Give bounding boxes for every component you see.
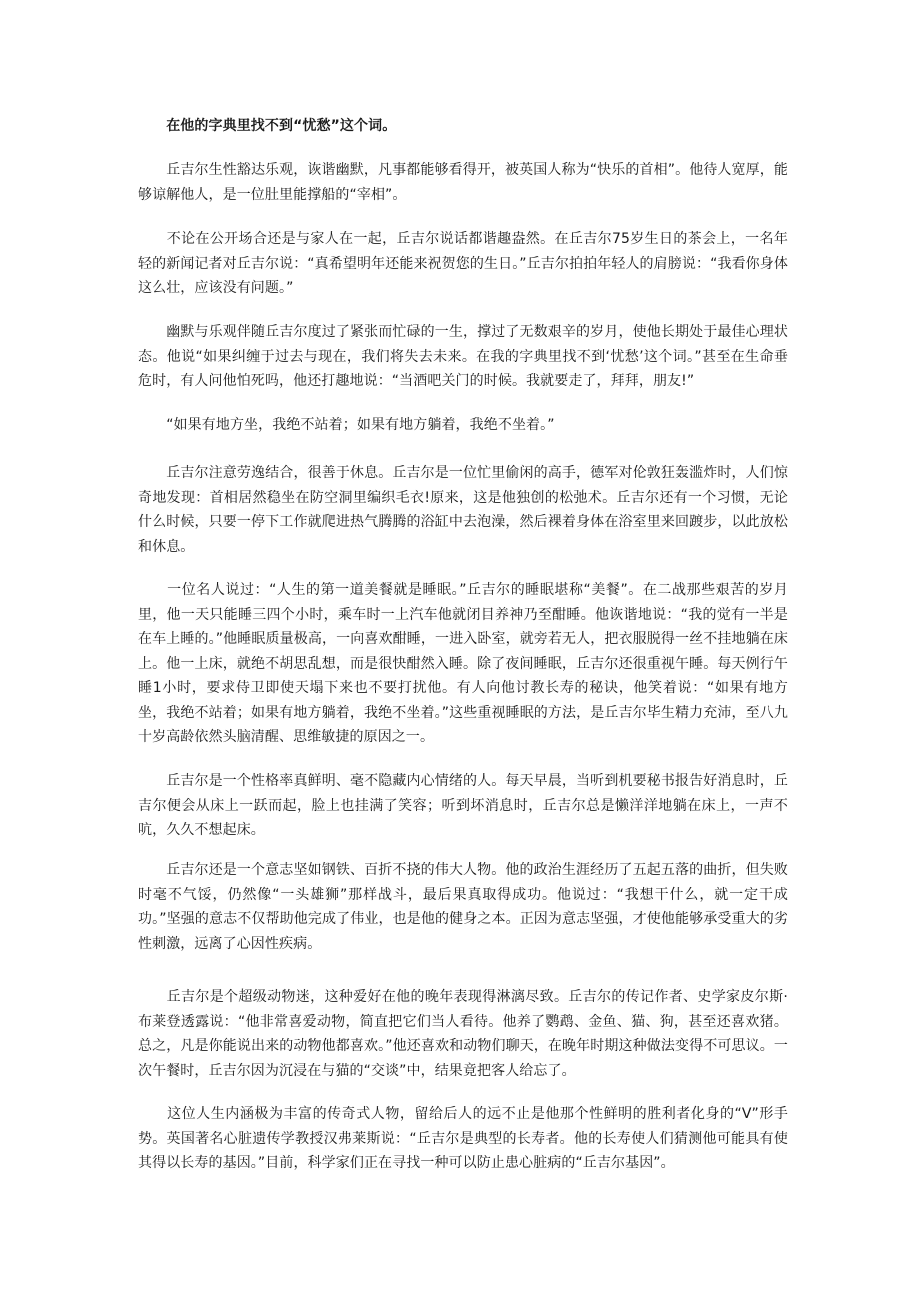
paragraph-10: 这位人生内涵极为丰富的传奇式人物，留给后人的远不止是他那个性鲜明的胜利者化身的“V”形手势。英国著名心脏遗传学教授汉弗莱斯说：“丘吉尔是典型的长寿者。他的长寿使人们猜测他可能具有使其得以长寿的基因。”目前，科学家们正在寻找一种可以防止患心脏病的“丘吉尔基因”。 bbox=[138, 1106, 788, 1171]
paragraph-1: 丘吉尔生性豁达乐观，诙谐幽默，凡事都能够看得开，被英国人称为“快乐的首相”。他待人宽厚，能够谅解他人，是一位肚里能撑船的“宰相”。 bbox=[138, 162, 788, 203]
paragraph-2: 不论在公开场合还是与家人在一起，丘吉尔说话都谐趣盎然。在丘吉尔75岁生日的茶会上，一名年轻的新闻记者对丘吉尔说：“真希望明年还能来祝贺您的生日。”丘吉尔拍拍年轻人的肩膀说：“我看你身体这么壮，应该没有问题。” bbox=[138, 231, 788, 296]
document-heading: 在他的字典里找不到“忧愁”这个词。 bbox=[138, 118, 397, 134]
paragraph-6: 一位名人说过：“人生的第一道美餐就是睡眠。”丘吉尔的睡眠堪称“美餐”。在二战那些艰苦的岁月里，他一天只能睡三四个小时，乘车时一上汽车他就闭目养神乃至酣睡。他诙谐地说：“我的觉有一半是在车上睡的。”他睡眠质量极高，一向喜欢酣睡，一进入卧室，就旁若无人，把衣服脱得一丝不挂地躺在床上。他一上床，就绝不胡思乱想，而是很快酣然入睡。除了夜间睡眠，丘吉尔还很重视午睡。每天例行午睡1小时，要求侍卫即使天塌下来也不要打扰他。有人向他讨教长寿的秘诀，他笑着说：“如果有地方坐，我绝不站着；如果有地方躺着，我绝不坐着。”这些重视睡眠的方法，是丘吉尔毕生精力充沛，至八九十岁高龄依然头脑清醒、思维敏捷的原因之一。 bbox=[138, 582, 788, 745]
paragraph-8: 丘吉尔还是一个意志坚如钢铁、百折不挠的伟大人物。他的政治生涯经历了五起五落的曲折，但失败时毫不气馁，仍然像“一头雄狮”那样战斗，最后果真取得成功。他说过：“我想干什么，就一定干成功。”坚强的意志不仅帮助他完成了伟业，也是他的健身之本。正因为意志坚强，才使他能够承受重大的劣性刺激，远离了心因性疾病。 bbox=[138, 862, 788, 952]
paragraph-5: 丘吉尔注意劳逸结合，很善于休息。丘吉尔是一位忙里偷闲的高手，德军对伦敦狂轰滥炸时，人们惊奇地发现：首相居然稳坐在防空洞里编织毛衣!原来，这是他独创的松弛术。丘吉尔还有一个习惯，无论什么时候，只要一停下工作就爬进热气腾腾的浴缸中去泡澡，然后裸着身体在浴室里来回踱步，以此放松和休息。 bbox=[138, 465, 788, 555]
paragraph-9: 丘吉尔是个超级动物迷，这种爱好在他的晚年表现得淋漓尽致。丘吉尔的传记作者、史学家皮尔斯·布莱登透露说：“他非常喜爱动物，简直把它们当人看待。他养了鹦鹉、金鱼、猫、狗，甚至还喜欢猪。总之，凡是你能说出来的动物他都喜欢。”他还喜欢和动物们聊天，在晚年时期这种做法变得不可思议。一次午餐时，丘吉尔因为沉浸在与猫的“交谈”中，结果竟把客人给忘了。 bbox=[138, 989, 788, 1079]
paragraph-4: “如果有地方坐，我绝不站着；如果有地方躺着，我绝不坐着。” bbox=[138, 417, 555, 433]
paragraph-3: 幽默与乐观伴随丘吉尔度过了紧张而忙碌的一生，撑过了无数艰辛的岁月，使他长期处于最佳心理状态。他说“如果纠缠于过去与现在，我们将失去未来。在我的字典里找不到‘忧愁’这个词。”甚至在生命垂危时，有人问他怕死吗，他还打趣地说：“当酒吧关门的时候。我就要走了，拜拜，朋友!” bbox=[138, 324, 788, 389]
paragraph-7: 丘吉尔是一个性格率真鲜明、毫不隐藏内心情绪的人。每天早晨，当听到机要秘书报告好消息时，丘吉尔便会从床上一跃而起，脸上也挂满了笑容；听到坏消息时，丘吉尔总是懒洋洋地躺在床上，一声不吭，久久不想起床。 bbox=[138, 773, 788, 838]
